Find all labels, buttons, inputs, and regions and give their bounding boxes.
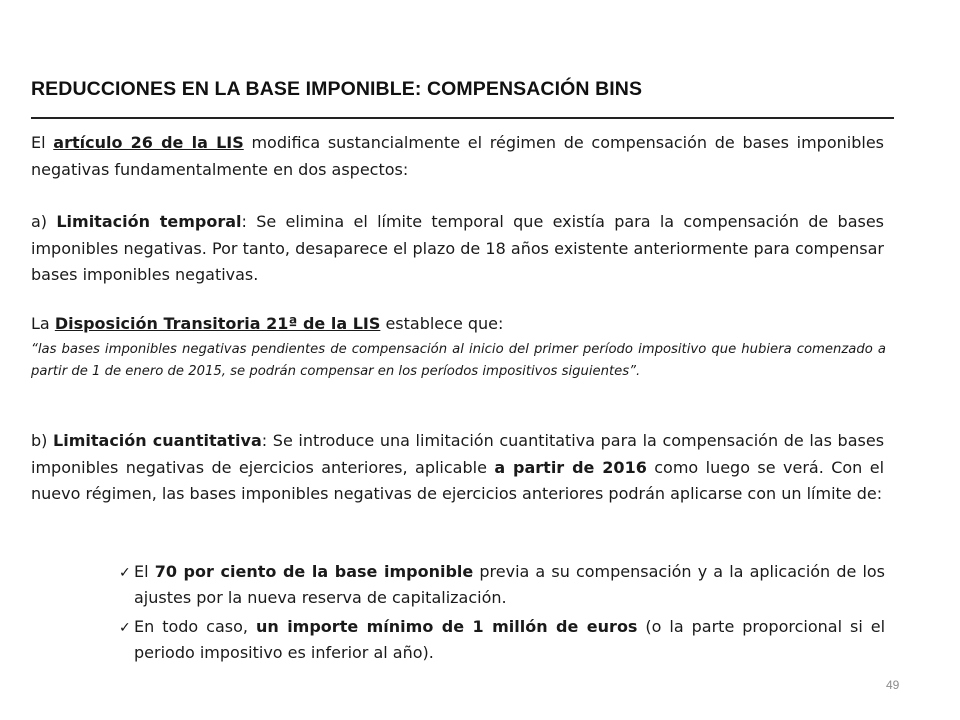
list-item <box>121 559 885 611</box>
intro-prefix: El <box>31 133 54 152</box>
cuantitativa-prefix: b) <box>31 431 54 450</box>
transitoria-link[interactable]: Disposición Transitoria 21ª de la LIS <box>54 314 381 333</box>
intro-link[interactable]: artículo 26 de la LIS <box>53 133 244 152</box>
limit-list <box>121 559 885 669</box>
title-divider <box>31 117 894 119</box>
intro-text: modifica sustancialmente el régimen de compensación de bases imponibles negativas fundamentalmente en dos aspectos: <box>31 133 884 179</box>
transitoria-paragraph <box>31 311 884 338</box>
list-item-bold: un importe mínimo de 1 millón de euros <box>255 617 638 636</box>
list-item-prefix: En todo caso, <box>134 617 256 636</box>
list-item-text: previa a su compensación y a la aplicación de los ajustes por la nueva reserva de capitalización. <box>134 562 886 607</box>
list-item-bold: 70 por ciento de la base imponible <box>154 562 474 581</box>
transitoria-quote: “las bases imponibles negativas pendientes de compensación al inicio del primer período impositivo que hubiera comenzado a partir de 1 de enero de 2015, se podrán compensar en los períodos impositivos siguientes”. <box>31 342 886 379</box>
cuantitativa-text-1: : Se introduce una limitación cuantitativa para la compensación de las bases imponibles negativas de ejercicios anteriores, aplicable <box>31 431 885 477</box>
check-icon: ✓ <box>119 565 131 581</box>
list-item-prefix: El <box>134 562 155 581</box>
list-item <box>121 614 885 666</box>
slide-title: REDUCCIONES EN LA BASE IMPONIBLE: COMPENSACIÓN BINS <box>31 78 643 100</box>
intro-paragraph <box>31 130 884 183</box>
temporal-heading: Limitación temporal <box>56 212 242 231</box>
cuantitativa-paragraph <box>31 428 884 508</box>
temporal-paragraph <box>31 209 884 289</box>
transitoria-prefix: La <box>31 314 55 333</box>
check-icon: ✓ <box>119 620 131 636</box>
temporal-prefix: a) <box>31 212 57 231</box>
page-number: 49 <box>886 678 900 692</box>
cuantitativa-date: a partir de 2016 <box>494 457 647 477</box>
transitoria-text: establece que: <box>380 314 504 333</box>
temporal-text: : Se elimina el límite temporal que existía para la compensación de bases imponibles negativas. Por tanto, desaparece el plazo de 18 años existente anteriormente para compensar bases imponibles negativas. <box>31 212 885 284</box>
list-item-text: (o la parte proporcional si el periodo impositivo es inferior al año). <box>134 617 886 662</box>
cuantitativa-text-2: como luego se verá. Con el nuevo régimen, las bases imponibles negativas de ejercicios anteriores podrán aplicarse con un límite de: <box>31 457 885 503</box>
cuantitativa-heading: Limitación cuantitativa <box>53 431 262 450</box>
